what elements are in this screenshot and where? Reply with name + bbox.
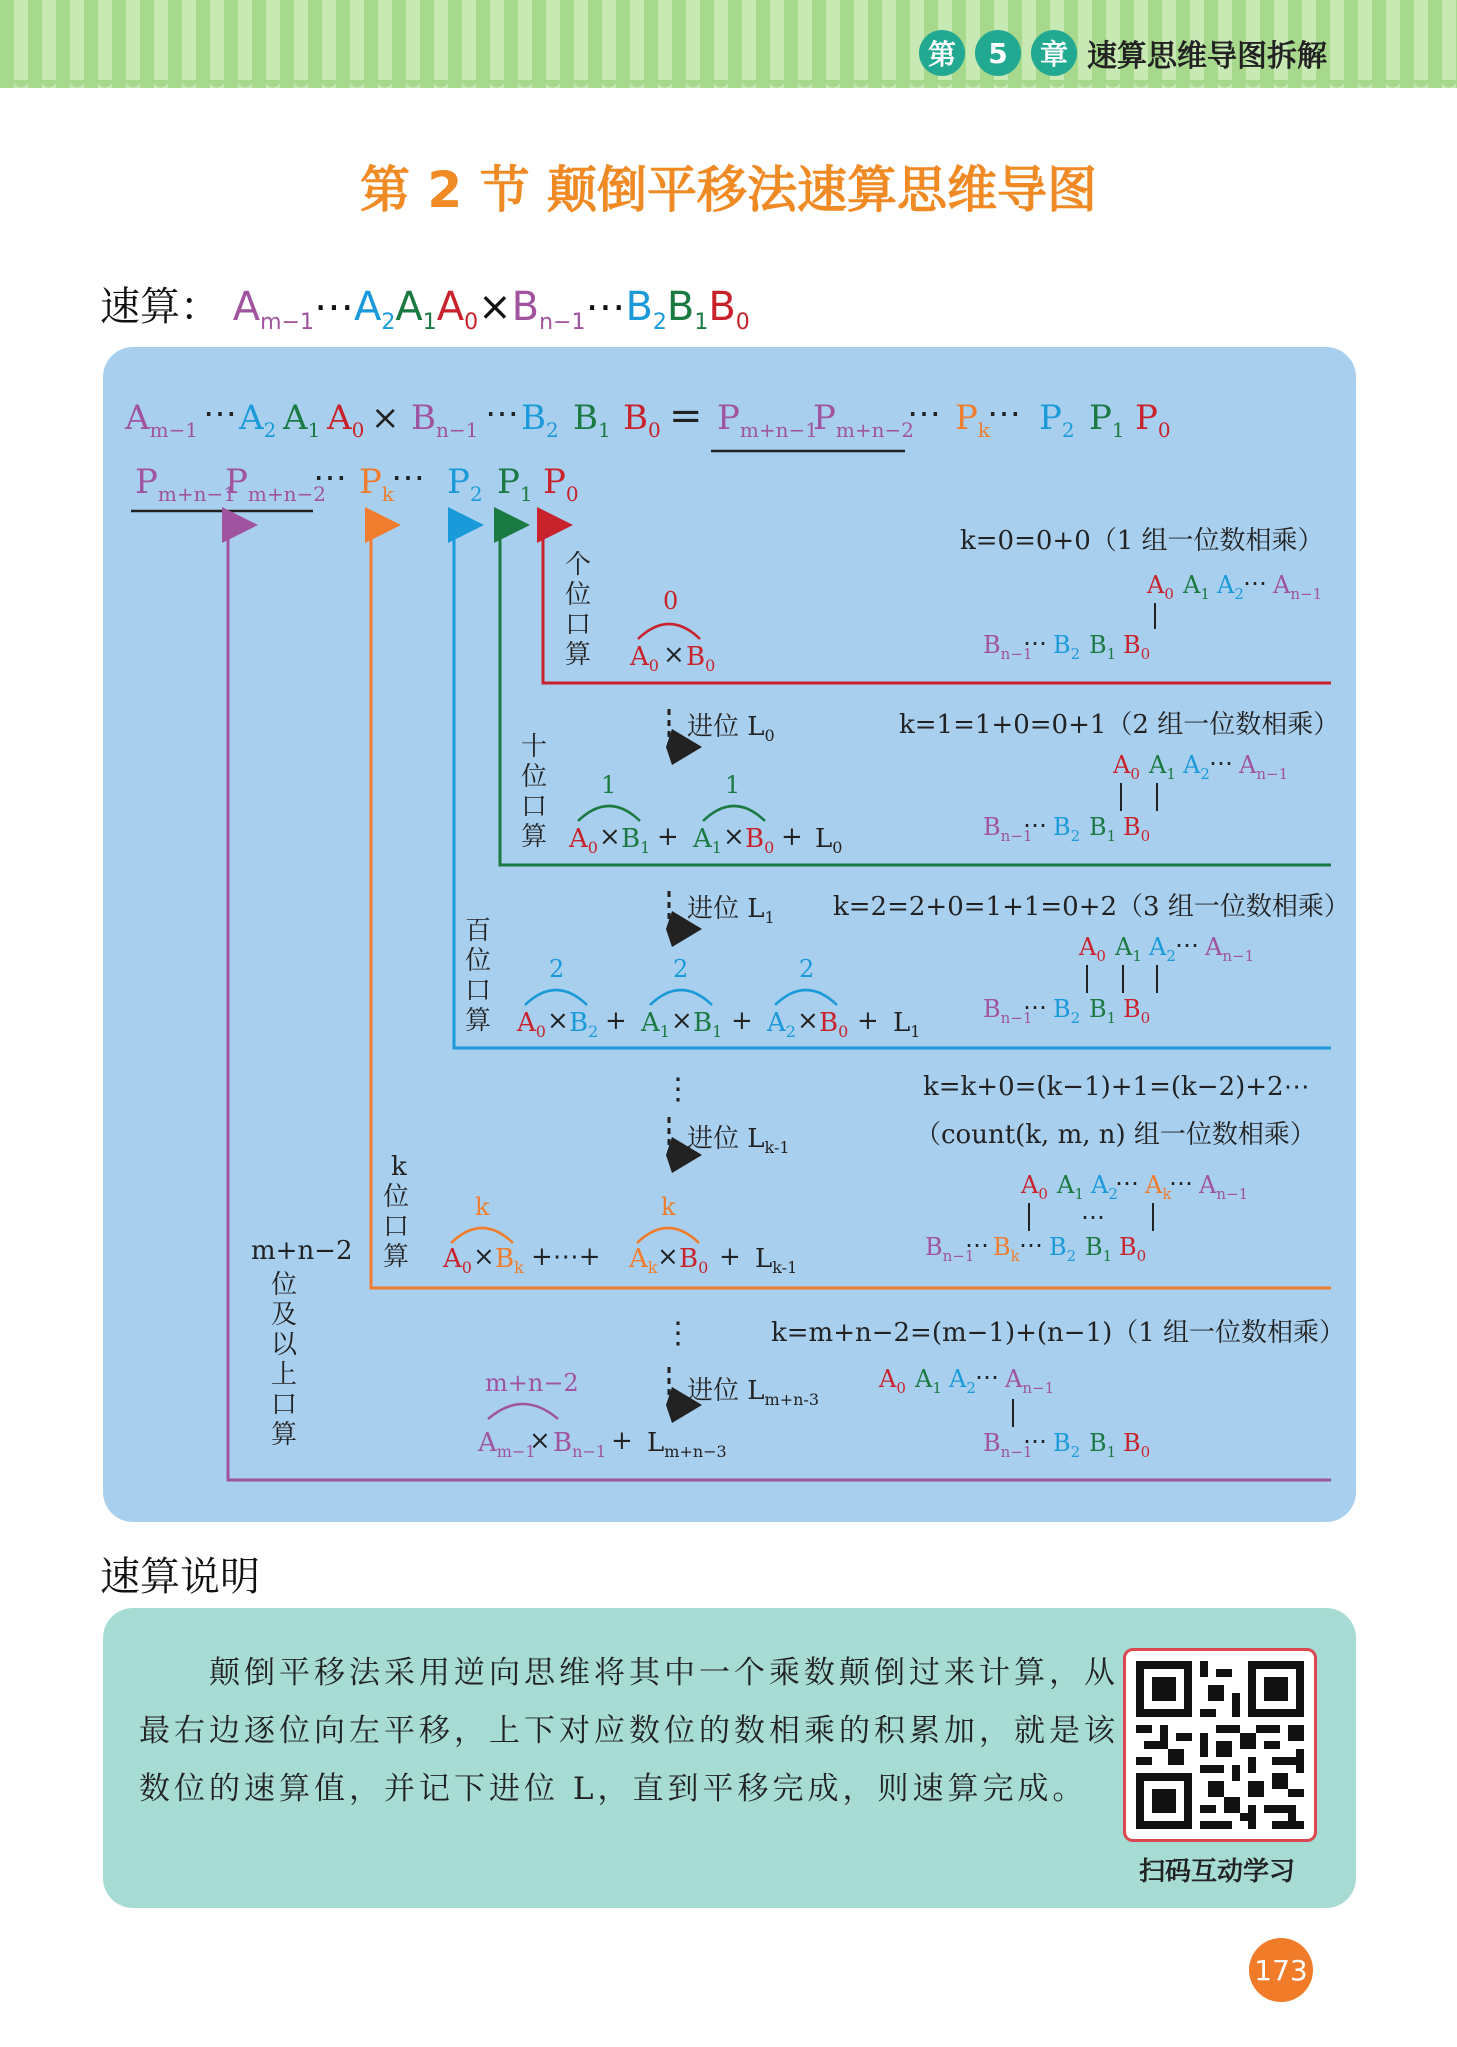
explanation-box bbox=[103, 1608, 1356, 1908]
tens-b1: $B_1$ bbox=[621, 824, 651, 857]
top-char-3: 以 bbox=[271, 1330, 298, 1360]
ab0-a1: $A_1$ bbox=[1183, 571, 1210, 603]
eq-times: × bbox=[371, 398, 400, 438]
page-number: 173 bbox=[1249, 1938, 1313, 2002]
tens-arc-2 bbox=[703, 806, 765, 821]
k-arc-label-1: k bbox=[475, 1193, 490, 1221]
row-top bbox=[251, 1236, 1345, 1461]
ab0-a2: $A_2$ bbox=[1217, 571, 1244, 603]
hundreds-char-1: 百 bbox=[465, 916, 492, 946]
eq-b1: $B_1$ bbox=[573, 398, 611, 442]
hundreds-plus-3: + bbox=[857, 1006, 879, 1036]
formula-b0: $B_0$ bbox=[708, 284, 750, 335]
chapter-prefix-badge: 第 bbox=[919, 30, 965, 76]
k-times-2: × bbox=[657, 1242, 679, 1272]
k-plus: + bbox=[719, 1242, 741, 1272]
ab2-a0: $A_0$ bbox=[1079, 933, 1106, 965]
explanation-heading: 速算说明 bbox=[100, 1554, 260, 1600]
hundreds-k-formula: k=2=2+0=1+1=0+2（3 组一位数相乘） bbox=[833, 892, 1350, 922]
ones-char-4: 算 bbox=[565, 640, 592, 670]
ab3-bk: $B_k$ bbox=[993, 1233, 1020, 1265]
hundreds-arc-label-2: 2 bbox=[673, 955, 689, 983]
hundreds-carry: 进位 $L_1$ bbox=[687, 894, 775, 927]
ab2-bn1: $B_{n-1}$ bbox=[983, 995, 1033, 1027]
align-block-ones bbox=[983, 569, 1322, 663]
align-block-tens bbox=[983, 749, 1288, 845]
tens-plus-1: + bbox=[657, 822, 679, 852]
k-char-4: 算 bbox=[383, 1242, 410, 1272]
result-line bbox=[131, 458, 579, 511]
ab3-adots2: ⋯ bbox=[1169, 1169, 1193, 1197]
chapter-number-badge: 5 bbox=[975, 30, 1021, 76]
ab4-a0: $A_0$ bbox=[879, 1365, 906, 1397]
eq-dots-p2: ⋯ bbox=[987, 394, 1021, 434]
ab1-an1: $A_{n-1}$ bbox=[1239, 751, 1289, 783]
align-block-k bbox=[925, 1169, 1248, 1265]
ab2-b0: $B_0$ bbox=[1123, 995, 1151, 1027]
ab0-bdots: ⋯ bbox=[1023, 629, 1047, 657]
ones-arc bbox=[638, 624, 700, 639]
k-vdots-1: ⋮ bbox=[663, 1072, 693, 1107]
tens-k-formula: k=1=1+0=0+1（2 组一位数相乘） bbox=[899, 710, 1340, 740]
ab3-b2: $B_2$ bbox=[1049, 1233, 1077, 1265]
eq-a2: $A_2$ bbox=[239, 398, 277, 442]
k-arc-label-2: k bbox=[661, 1193, 676, 1221]
ones-b0: $B_0$ bbox=[686, 642, 716, 675]
ab4-bn1: $B_{n-1}$ bbox=[983, 1429, 1033, 1461]
eq-dots-p1: ⋯ bbox=[907, 394, 941, 434]
ab0-a0: $A_0$ bbox=[1147, 571, 1174, 603]
hundreds-char-3: 口 bbox=[465, 976, 492, 1006]
ab4-adots: ⋯ bbox=[975, 1363, 999, 1391]
eq-a1: $A_1$ bbox=[283, 398, 321, 442]
formula-label: 速算： bbox=[100, 284, 220, 330]
res-p0: $P_0$ bbox=[543, 462, 579, 506]
ab4-bdots: ⋯ bbox=[1023, 1427, 1047, 1455]
equation-line bbox=[124, 393, 1171, 451]
ab2-a2: $A_2$ bbox=[1149, 933, 1176, 965]
ab1-bdots: ⋯ bbox=[1023, 811, 1047, 839]
tens-times-1: × bbox=[599, 822, 621, 852]
k-a0: $A_0$ bbox=[443, 1244, 472, 1277]
top-char-2: 及 bbox=[271, 1300, 298, 1330]
k-char-2: 位 bbox=[383, 1182, 410, 1212]
res-p1: $P_1$ bbox=[497, 462, 533, 506]
ab3-adots1: ⋯ bbox=[1115, 1169, 1139, 1197]
tens-b0: $B_0$ bbox=[745, 824, 775, 857]
tens-char-4: 算 bbox=[521, 822, 548, 852]
k-bk: $B_k$ bbox=[495, 1244, 524, 1277]
hundreds-b2: $B_2$ bbox=[569, 1008, 599, 1041]
eq-equals: = bbox=[669, 393, 703, 439]
mindmap-panel bbox=[103, 347, 1356, 1522]
chapter-header bbox=[919, 30, 1327, 76]
hundreds-arc-1 bbox=[525, 990, 587, 1005]
eq-p2: $P_2$ bbox=[1039, 398, 1075, 442]
flow-line-tens bbox=[500, 525, 1331, 865]
hundreds-a1: $A_1$ bbox=[641, 1008, 670, 1041]
ones-arc-label: 0 bbox=[663, 587, 679, 615]
hundreds-char-2: 位 bbox=[465, 946, 492, 976]
hundreds-plus-2: + bbox=[731, 1006, 753, 1036]
hundreds-b1: $B_1$ bbox=[693, 1008, 723, 1041]
ab3-b0: $B_0$ bbox=[1119, 1233, 1147, 1265]
ones-k-formula: k=0=0+0（1 组一位数相乘） bbox=[960, 526, 1324, 556]
ab0-b0: $B_0$ bbox=[1123, 631, 1151, 663]
tens-char-1: 十 bbox=[521, 732, 548, 762]
ab4-a2: $A_2$ bbox=[949, 1365, 976, 1397]
formula-times: × bbox=[478, 284, 512, 330]
tens-char-2: 位 bbox=[521, 762, 548, 792]
tens-plus-2: + bbox=[781, 822, 803, 852]
eq-dots-a: ⋯ bbox=[203, 394, 237, 434]
formula-a1: $A_1$ bbox=[395, 284, 437, 335]
ones-a0: $A_0$ bbox=[630, 642, 659, 675]
hundreds-plus-1: + bbox=[605, 1006, 627, 1036]
ab0-b2: $B_2$ bbox=[1053, 631, 1081, 663]
ab3-bn1: $B_{n-1}$ bbox=[925, 1233, 975, 1265]
ab3-b1: $B_1$ bbox=[1085, 1233, 1113, 1265]
tens-char-3: 口 bbox=[521, 792, 548, 822]
ab3-a0: $A_0$ bbox=[1021, 1171, 1048, 1203]
eq-a0: $A_0$ bbox=[327, 398, 365, 442]
tens-a1: $A_1$ bbox=[693, 824, 722, 857]
hundreds-times-1: × bbox=[547, 1006, 569, 1036]
tens-arc-1 bbox=[578, 806, 640, 821]
top-head: m+n−2 bbox=[251, 1236, 353, 1266]
ones-char-2: 位 bbox=[565, 580, 592, 610]
hundreds-arc-3 bbox=[775, 990, 837, 1005]
formula-a0: $A_0$ bbox=[436, 284, 479, 335]
eq-dots-b: ⋯ bbox=[485, 394, 519, 434]
qr-label: 扫码互动学习 bbox=[1138, 1857, 1295, 1887]
top-times: × bbox=[529, 1426, 551, 1456]
eq-p-top2: $P_{m+n-2}$ bbox=[813, 398, 914, 442]
ab2-b2: $B_2$ bbox=[1053, 995, 1081, 1027]
chapter-title: 速算思维导图拆解 bbox=[1087, 39, 1327, 74]
k-formula-1: k=k+0=(k−1)+1=(k−2)+2⋯ bbox=[923, 1072, 1310, 1102]
ab3-bdots1: ⋯ bbox=[965, 1231, 989, 1259]
ab4-b1: $B_1$ bbox=[1089, 1429, 1117, 1461]
ab0-an1: $A_{n-1}$ bbox=[1273, 571, 1323, 603]
align-block-top bbox=[878, 1363, 1150, 1461]
res-pk: $P_k$ bbox=[359, 462, 395, 506]
ab1-bn1: $B_{n-1}$ bbox=[983, 813, 1033, 845]
ab2-a1: $A_1$ bbox=[1115, 933, 1142, 965]
tens-l0: $L_0$ bbox=[815, 824, 843, 857]
top-arc-label: m+n−2 bbox=[485, 1369, 579, 1397]
res-p-top2: $P_{m+n-2}$ bbox=[225, 462, 326, 506]
eq-pk: $P_k$ bbox=[955, 398, 991, 442]
k-char-1: k bbox=[391, 1152, 407, 1182]
k-ak: $A_k$ bbox=[629, 1244, 658, 1277]
ab1-adots: ⋯ bbox=[1209, 749, 1233, 777]
hundreds-arc-label-3: 2 bbox=[799, 955, 815, 983]
ab3-ak: $A_k$ bbox=[1145, 1171, 1172, 1203]
top-char-6: 算 bbox=[271, 1420, 298, 1450]
qr-code-icon bbox=[1136, 1661, 1304, 1829]
k-plus-dots: +⋯+ bbox=[531, 1242, 601, 1272]
eq-p-top1: $P_{m+n-1}$ bbox=[717, 398, 818, 442]
ones-char-1: 个 bbox=[565, 550, 592, 580]
res-dots1: ⋯ bbox=[313, 458, 347, 498]
ones-times: × bbox=[663, 640, 685, 670]
tens-carry: 进位 $L_0$ bbox=[687, 712, 775, 745]
ab3-bdots2: ⋯ bbox=[1019, 1231, 1043, 1259]
ones-char-3: 口 bbox=[565, 610, 592, 640]
top-b-high: $B_{n-1}$ bbox=[553, 1428, 606, 1461]
row-tens bbox=[521, 709, 1339, 857]
top-char-4: 上 bbox=[271, 1360, 298, 1390]
ab2-an1: $A_{n-1}$ bbox=[1205, 933, 1255, 965]
ab3-an1: $A_{n-1}$ bbox=[1199, 1171, 1249, 1203]
k-carry: 进位 $L_{k-1}$ bbox=[687, 1124, 790, 1157]
top-arc bbox=[488, 1404, 558, 1419]
ab1-a0: $A_0$ bbox=[1113, 751, 1140, 783]
res-dots2: ⋯ bbox=[391, 458, 425, 498]
tens-times-2: × bbox=[723, 822, 745, 852]
tens-a0: $A_0$ bbox=[569, 824, 598, 857]
chapter-suffix-badge: 章 bbox=[1031, 30, 1077, 76]
formula-line bbox=[100, 275, 750, 335]
ab4-b0: $B_0$ bbox=[1123, 1429, 1151, 1461]
hundreds-arc-2 bbox=[650, 990, 712, 1005]
eq-b2: $B_2$ bbox=[521, 398, 559, 442]
res-p2: $P_2$ bbox=[447, 462, 483, 506]
ab3-mid-dots: ⋯ bbox=[1081, 1203, 1105, 1231]
ab1-a2: $A_2$ bbox=[1183, 751, 1210, 783]
hundreds-a0: $A_0$ bbox=[517, 1008, 546, 1041]
formula-a2: $A_2$ bbox=[353, 284, 396, 335]
k-char-3: 口 bbox=[383, 1212, 410, 1242]
k-formula-2: （count(k, m, n) 组一位数相乘） bbox=[915, 1120, 1316, 1150]
ab0-bn1: $B_{n-1}$ bbox=[983, 631, 1033, 663]
hundreds-char-4: 算 bbox=[465, 1006, 492, 1036]
mindmap-diagram bbox=[103, 347, 1356, 1522]
ab4-an1: $A_{n-1}$ bbox=[1005, 1365, 1055, 1397]
formula-a-high: $A_{m-1}$ bbox=[232, 284, 314, 335]
align-block-hundreds bbox=[983, 931, 1254, 1027]
hundreds-a2: $A_2$ bbox=[767, 1008, 796, 1041]
top-l: $L_{m+n-3}$ bbox=[647, 1428, 727, 1461]
eq-b-high: $B_{n-1}$ bbox=[411, 398, 479, 442]
eq-p1: $P_1$ bbox=[1089, 398, 1125, 442]
top-k-formula: k=m+n−2=(m−1)+(n−1)（1 组一位数相乘） bbox=[771, 1318, 1346, 1348]
k-arc-2 bbox=[637, 1228, 699, 1243]
section-title: 第 2 节 颠倒平移法速算思维导图 bbox=[359, 161, 1097, 219]
hundreds-l1: $L_1$ bbox=[893, 1008, 921, 1041]
ab1-b1: $B_1$ bbox=[1089, 813, 1117, 845]
formula-dots-a: ⋯ bbox=[313, 284, 354, 330]
top-plus: + bbox=[611, 1426, 633, 1456]
ab1-b0: $B_0$ bbox=[1123, 813, 1151, 845]
top-a-high: $A_{m-1}$ bbox=[478, 1428, 536, 1461]
ab0-b1: $B_1$ bbox=[1089, 631, 1117, 663]
ab2-adots: ⋯ bbox=[1175, 931, 1199, 959]
eq-p0: $P_0$ bbox=[1135, 398, 1171, 442]
ab2-b1: $B_1$ bbox=[1089, 995, 1117, 1027]
k-times-1: × bbox=[473, 1242, 495, 1272]
ab1-a1: $A_1$ bbox=[1149, 751, 1176, 783]
ab3-a2: $A_2$ bbox=[1091, 1171, 1118, 1203]
ab2-bdots: ⋯ bbox=[1023, 993, 1047, 1021]
top-char-1: 位 bbox=[271, 1270, 298, 1300]
tens-arc-label-1: 1 bbox=[601, 771, 617, 799]
formula-b1: $B_1$ bbox=[666, 284, 709, 335]
formula-b2: $B_2$ bbox=[625, 284, 667, 335]
hundreds-b0: $B_0$ bbox=[819, 1008, 849, 1041]
row-hundreds bbox=[465, 891, 1350, 1041]
eq-a-high: $A_{m-1}$ bbox=[125, 398, 199, 442]
formula-b-high: $B_{n-1}$ bbox=[511, 284, 586, 335]
top-char-5: 口 bbox=[271, 1390, 298, 1420]
tens-arc-label-2: 1 bbox=[725, 771, 741, 799]
ab0-adots: ⋯ bbox=[1243, 569, 1267, 597]
k-b0: $B_0$ bbox=[679, 1244, 709, 1277]
eq-b0: $B_0$ bbox=[623, 398, 661, 442]
formula-dots-b: ⋯ bbox=[585, 284, 626, 330]
hundreds-arc-label-1: 2 bbox=[549, 955, 565, 983]
ab3-a1: $A_1$ bbox=[1057, 1171, 1084, 1203]
k-arc-1 bbox=[451, 1228, 513, 1243]
header-stripes-edge bbox=[0, 80, 1457, 96]
explanation-text: 颠倒平移法采用逆向思维将其中一个乘数颠倒过来计算，从最右边逐位向左平移，上下对应数位的数相乘的积累加，就是该数位的速算值，并记下进位 L，直到平移完成，则速算完成。 bbox=[139, 1655, 1119, 1807]
ab4-a1: $A_1$ bbox=[915, 1365, 942, 1397]
top-carry: 进位 $L_{m+n-3}$ bbox=[687, 1376, 819, 1409]
qr-code[interactable] bbox=[1123, 1648, 1317, 1842]
hundreds-times-3: × bbox=[797, 1006, 819, 1036]
ab4-b2: $B_2$ bbox=[1053, 1429, 1081, 1461]
k-lk1: $L_{k-1}$ bbox=[755, 1244, 798, 1277]
top-vdots: ⋮ bbox=[663, 1316, 693, 1351]
ab1-b2: $B_2$ bbox=[1053, 813, 1081, 845]
res-p-top1: $P_{m+n-1}$ bbox=[135, 462, 236, 506]
hundreds-times-2: × bbox=[671, 1006, 693, 1036]
